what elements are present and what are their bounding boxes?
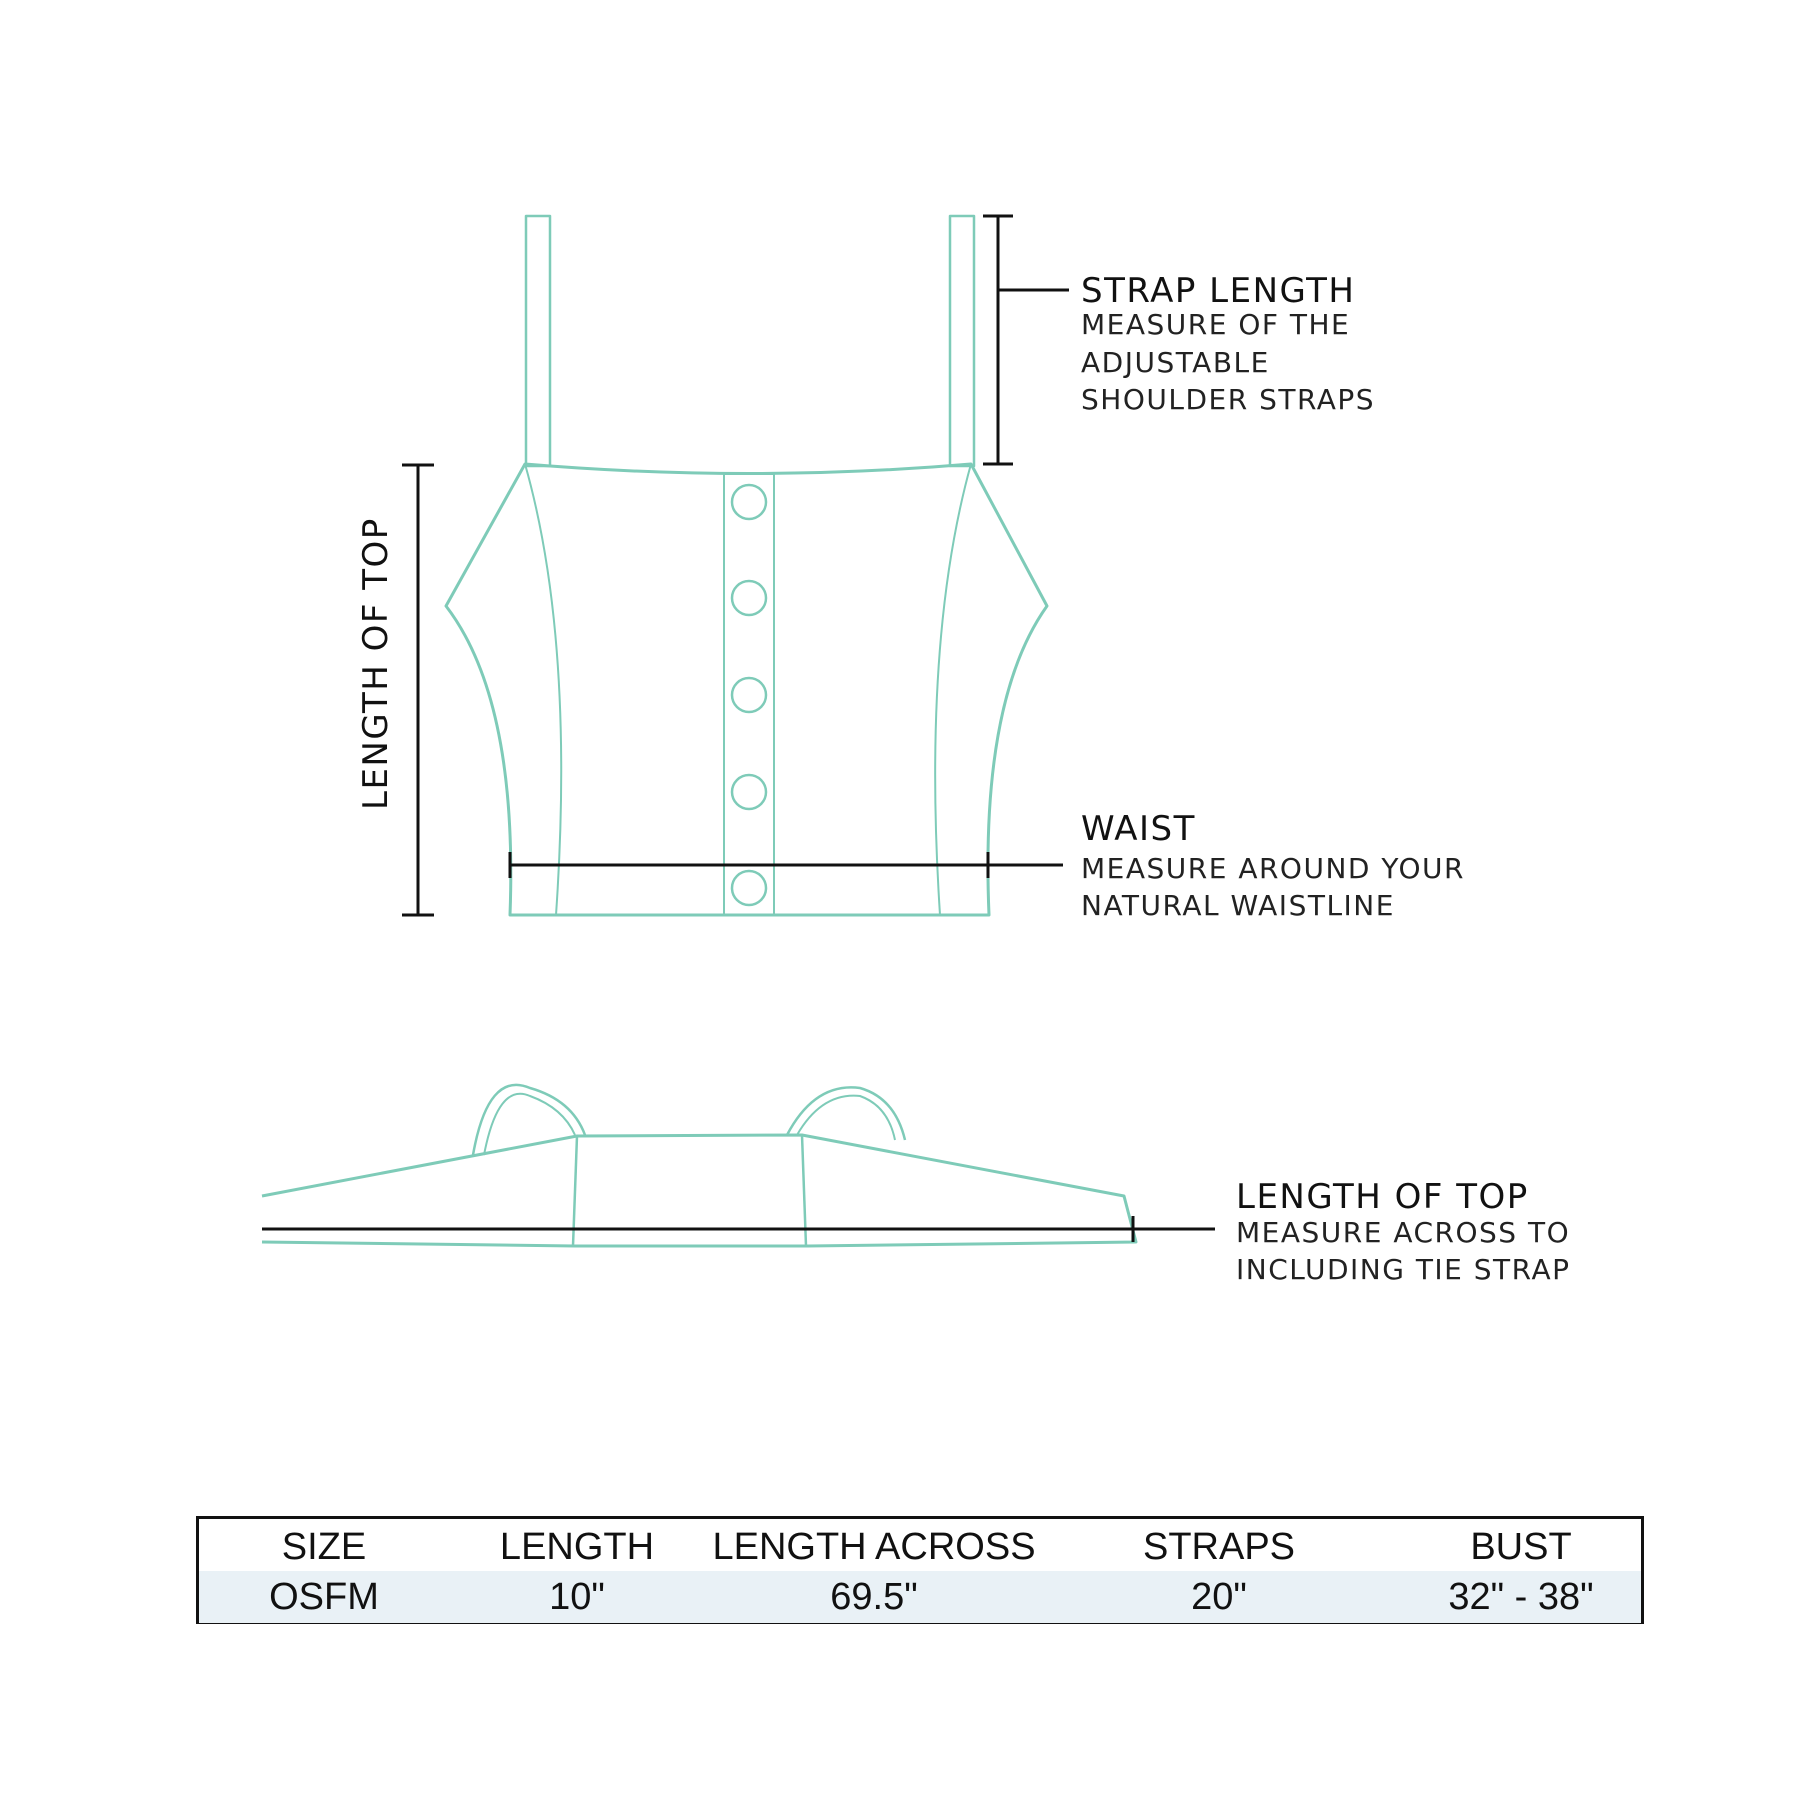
cell-length-across: 69.5" [830,1576,918,1618]
measure-lines-flat [262,1216,1215,1242]
header-length-across: LENGTH ACROSS [712,1526,1036,1568]
button [732,775,766,809]
right-strap [950,216,974,466]
waist-desc-line: MEASURE AROUND YOUR [1081,852,1465,885]
length-across-title: LENGTH OF TOP [1236,1178,1529,1217]
size-table [196,1516,1644,1624]
measure-lines-front [402,216,1069,915]
strap-length-desc-line: MEASURE OF THE [1081,308,1351,341]
cell-straps: 20" [1191,1576,1247,1618]
cell-bust: 32" - 38" [1448,1576,1594,1618]
cell-length: 10" [549,1576,605,1618]
left-side-seam [525,464,561,915]
header-bust: BUST [1470,1526,1572,1568]
flat-view-top [262,1085,1136,1246]
front-view-top [446,216,1047,915]
strap-length-title: STRAP LENGTH [1081,271,1356,311]
header-size: SIZE [281,1526,367,1568]
waist-desc-line: NATURAL WAISTLINE [1081,889,1395,922]
table-row [199,1571,1641,1623]
top-body-outline [446,464,1047,915]
button [732,678,766,712]
strap-length-desc-line: SHOULDER STRAPS [1081,383,1376,416]
length-across-desc-line: INCLUDING TIE STRAP [1236,1253,1571,1286]
button [732,871,766,905]
cell-size: OSFM [269,1576,379,1618]
size-table-header-row [199,1521,1641,1573]
length-across-annotation [1236,1178,1576,1318]
button [732,485,766,519]
header-length: LENGTH [499,1526,655,1568]
button [732,581,766,615]
length-of-top-vertical-label: LENGTH OF TOP [356,517,396,810]
waist-title: WAIST [1081,809,1196,849]
strap-length-desc-line: ADJUSTABLE [1081,346,1270,379]
left-strap [526,216,550,466]
length-across-desc-line: MEASURE ACROSS TO [1236,1216,1571,1249]
header-straps: STRAPS [1142,1526,1296,1568]
right-side-seam [935,464,971,915]
